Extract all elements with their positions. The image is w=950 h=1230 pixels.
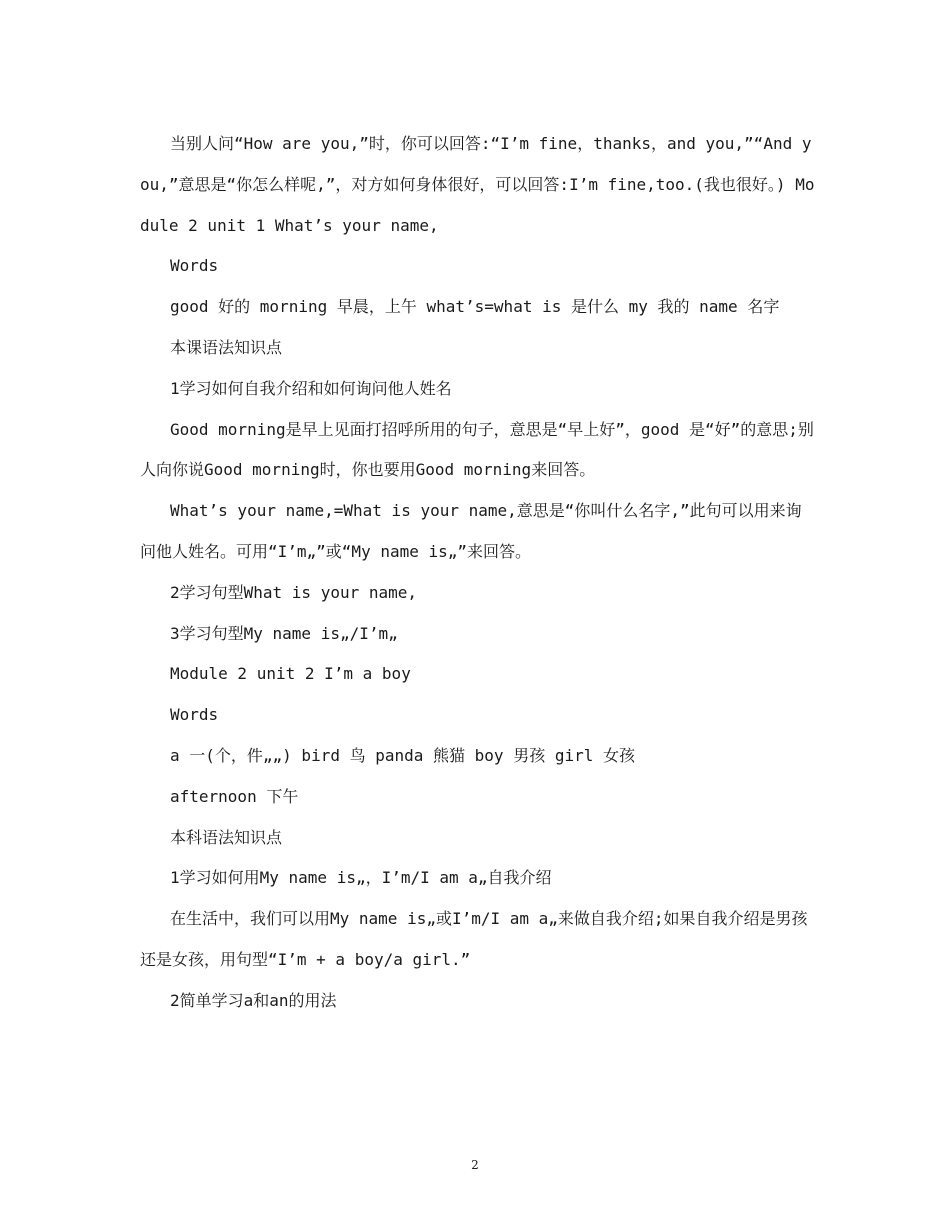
words-heading: Words	[170, 256, 219, 276]
words-heading: Words	[170, 705, 219, 725]
vocabulary-list: afternoon 下午	[170, 786, 299, 806]
grammar-point: 2学习句型What is your name,	[170, 582, 418, 602]
page-number: 2	[471, 1158, 479, 1172]
grammar-point: 1学习如何自我介绍和如何询问他人姓名	[170, 378, 452, 398]
grammar-point: 1学习如何用My name is„，I’m/I am a„自我介绍	[170, 868, 552, 888]
grammar-heading: 本科语法知识点	[170, 827, 283, 847]
grammar-heading: 本课语法知识点	[170, 337, 283, 357]
paragraph: 在生活中，我们可以用My name is„或I’m/I am a„来做自我介绍;如果自我介绍是男孩还是女孩，用句型“I’m + a boy/a girl.”	[140, 909, 808, 969]
paragraph: 当别人问“How are you,”时，你可以回答:“I’m fine，thanks，and you,”“And you,”意思是“你怎么样呢,”，对方如何身体很好，可以回答:I’m fine,too.(我也很好。) Module 2 unit 1 What’s your name,	[140, 134, 815, 235]
grammar-point: 2简单学习a和an的用法	[170, 990, 337, 1010]
paragraph: Good morning是早上见面打招呼所用的句子，意思是“早上好”，good 是“好”的意思;别人向你说Good morning时，你也要用Good morning来回答。	[140, 419, 814, 480]
page-body	[140, 124, 815, 1022]
vocabulary-list: good 好的 morning 早晨，上午 what’s=what is 是什么 my 我的 name 名字	[170, 297, 780, 317]
grammar-point: 3学习句型My name is„/I’m„	[170, 623, 398, 643]
vocabulary-list: a 一(个，件„„) bird 鸟 panda 熊猫 boy 男孩 girl 女孩	[170, 745, 635, 765]
section-heading: Module 2 unit 2 I’m a boy	[170, 664, 411, 684]
paragraph: What’s your name,=What is your name,意思是“你叫什么名字,”此句可以用来询问他人姓名。可用“I’m„”或“My name is„”来回答。	[140, 501, 802, 561]
